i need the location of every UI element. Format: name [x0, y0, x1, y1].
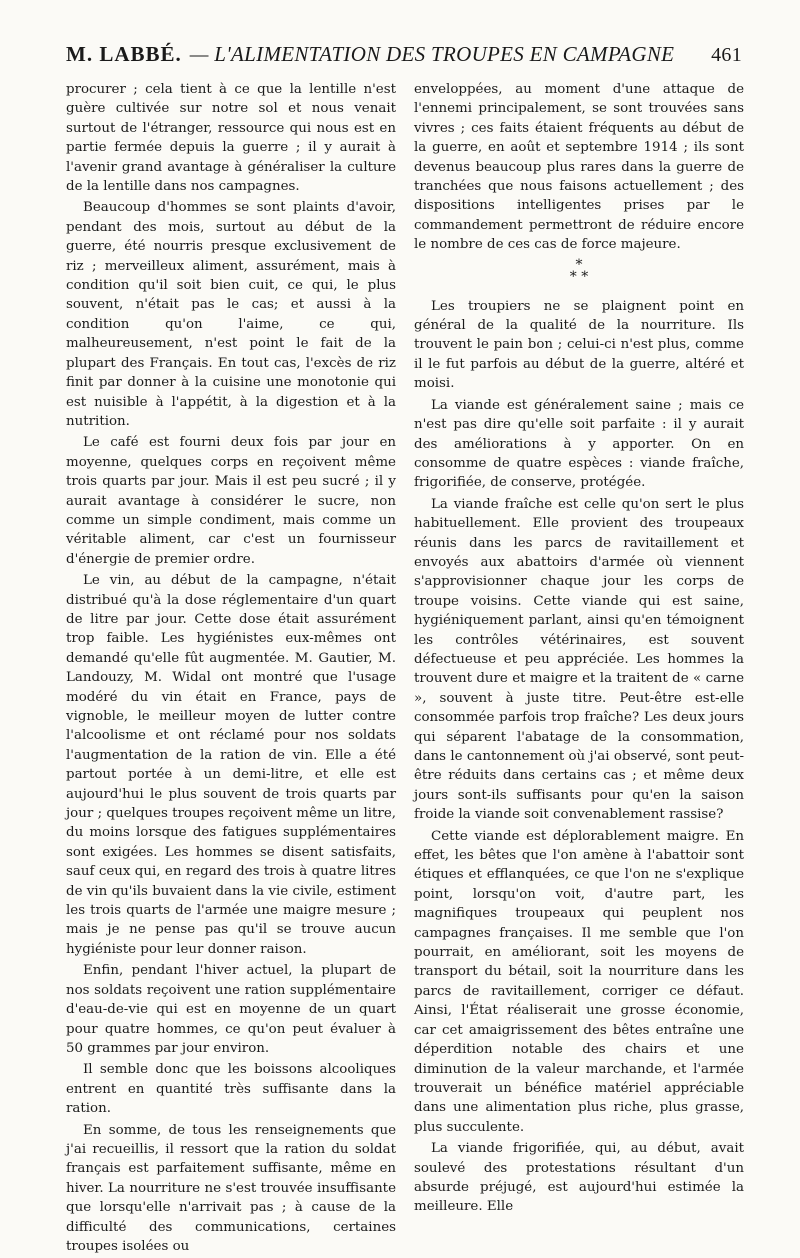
separator-star-top: *: [575, 256, 583, 273]
header-title: — L'ALIMENTATION DES TROUPES EN CAMPAGNE: [189, 42, 675, 66]
paragraph: enveloppées, au moment d'une attaque de l'ennemi principalement, se sont trouvées sans vivres ; ces faits étaient fréquents au début de la guerre, en août et septembre 1914 ; ils sont devenus beaucoup plus rares dans la guerre de tranchées que nous faisons actuellement ; des dispositions intelligentes prises par le commandement permettront de réduire encore le nombre de ces cas de force majeure.: [414, 82, 744, 253]
right-column: [414, 80, 744, 1219]
page-number: 461: [711, 44, 742, 66]
paragraph: La viande frigorifiée, qui, au début, avait soulevé des protestations résultant d'un absurde préjugé, est aujourd'hui estimée la meilleure. Elle: [414, 1141, 744, 1215]
header-author: M. LABBÉ.: [66, 42, 182, 66]
paragraph: Enfin, pendant l'hiver actuel, la plupart de nos soldats reçoivent une ration supplémentaire d'eau-de-vie qui est en moyenne de un quart pour quatre hommes, ce qu'on peut évaluer à 50 grammes par jour environ.: [66, 963, 396, 1056]
left-column: [66, 80, 396, 1258]
paragraph: Les troupiers ne se plaignent point en général de la qualité de la nourriture. Ils trouvent le pain bon ; celui-ci n'est plus, comme il le fut parfois au début de la guerre, altéré et moisi.: [414, 298, 744, 392]
paragraph: Le café est fourni deux fois par jour en moyenne, quelques corps en reçoivent même trois quarts par jour. Mais il est peu sucré ; il y aurait avantage à considérer le sucre, non comme un simple condiment, mais comme un véritable aliment, car c'est un fournisseur d'énergie de premier ordre.: [66, 435, 396, 567]
paragraph: procurer ; cela tient à ce que la lentille n'est guère cultivée sur notre sol et nous venait surtout de l'étranger, ressource qui nous est en partie fermée depuis la guerre ; il y aurait à l'avenir grand avantage à généraliser la culture de la lentille dans nos campagnes.: [66, 82, 396, 195]
paragraph: Cette viande est déplorablement maigre. En effet, les bêtes que l'on amène à l'abattoir sont étiques et efflanquées, ce que l'on ne s'explique point, lorsqu'on voit, d'autre part, les magnifiques troupeaux qui peuplent nos campagnes françaises. Il me semble que l'on pourrait, en améliorant, soit les moyens de transport du bétail, soit la nourriture dans les parcs de ravitaillement, corriger ce défaut. Ainsi, l'État réaliserait une grosse économie, car cet amaigrissement des bêtes entraîne une déperdition notable des chairs et une diminution de la valeur marchande, et l'armée trouverait un bénéfice matériel appréciable dans une alimentation plus riche, plus grasse, plus succulente.: [414, 828, 744, 1135]
running-header: [66, 42, 742, 72]
section-separator: [414, 256, 744, 285]
paragraph: Beaucoup d'hommes se sont plaints d'avoir, pendant des mois, surtout au début de la guerre, été nourris presque exclusivement de riz ; merveilleux aliment, assurément, mais à condition qu'il soit bien cuit, ce qui, le plus souvent, n'était pas le cas; et aussi à la condition qu'on l'aime, ce qui, malheureusement, n'est point le fait de la plupart des Français. En tout cas, l'excès de riz finit par donner à la cuisine une monotonie qui est nuisible à l'appétit, à la digestion et à la nutrition.: [66, 200, 396, 429]
paragraph: La viande fraîche est celle qu'on sert le plus habituellement. Elle provient des troupeaux réunis dans les parcs de ravitaillement et envoyés aux abattoirs d'armée où viennent s'approvisionner chaque jour les corps de troupe voisins. Cette viande qui est saine, hygiéniquement parlant, ainsi qu'en témoignent les contrôles vétérinaires, est souvent défectueuse et peu appréciée. Les hommes la trouvent dure et maigre et la traitent de « carne », souvent à juste titre. Peut-être est-elle consommée parfois trop fraîche? Les deux jours qui séparent l'abatage de la consommation, dans le cantonnement où j'ai observé, sont peut-être réduits dans certains cas ; et même deux jours sont-ils suffisants pour qu'en la saison froide la viande soit convenablement rassise?: [414, 496, 744, 823]
separator-stars-bottom: * *: [569, 268, 589, 285]
paragraph: Il semble donc que les boissons alcooliques entrent en quantité très suffisante dans la ration.: [66, 1062, 396, 1117]
paragraph: En somme, de tous les renseignements que j'ai recueillis, il ressort que la ration du soldat français est parfaitement suffisante, même en hiver. La nourriture ne s'est trouvée insuffisante que lorsqu'elle n'arrivait pas ; à cause de la difficulté des communications, certaines troupes isolées ou: [66, 1122, 396, 1254]
paragraph: Le vin, au début de la campagne, n'était distribué qu'à la dose réglementaire d'un quart de litre par jour. Cette dose était assurément trop faible. Les hygiénistes eux-mêmes ont demandé qu'elle fût augmentée. M. Gautier, M. Landouzy, M. Widal ont montré que l'usage modéré du vin était en France, pays de vignoble, le meilleur moyen de lutter contre l'alcoolisme et ont réclamé pour nos soldats l'augmentation de la ration de vin. Elle a été partout portée à un demi-litre, et elle est aujourd'hui le plus souvent de trois quarts par jour ; quelques troupes reçoivent même un litre, du moins lorsque des fatigues supplémentaires sont exigées. Les hommes se disent satisfaits, sauf ceux qui, en regard des trois à quatre litres de vin qu'ils buvaient dans la vie civile, estiment les trois quarts de l'armée une maigre mesure ; mais je ne pense pas qu'il se trouve aucun hygiéniste pour leur donner raison.: [66, 573, 396, 957]
paragraph: La viande est généralement saine ; mais ce n'est pas dire qu'elle soit parfaite : il y aurait des améliorations à y apporter. On en consomme de quatre espèces : viande fraîche, frigorifiée, de conserve, protégée.: [414, 397, 744, 491]
